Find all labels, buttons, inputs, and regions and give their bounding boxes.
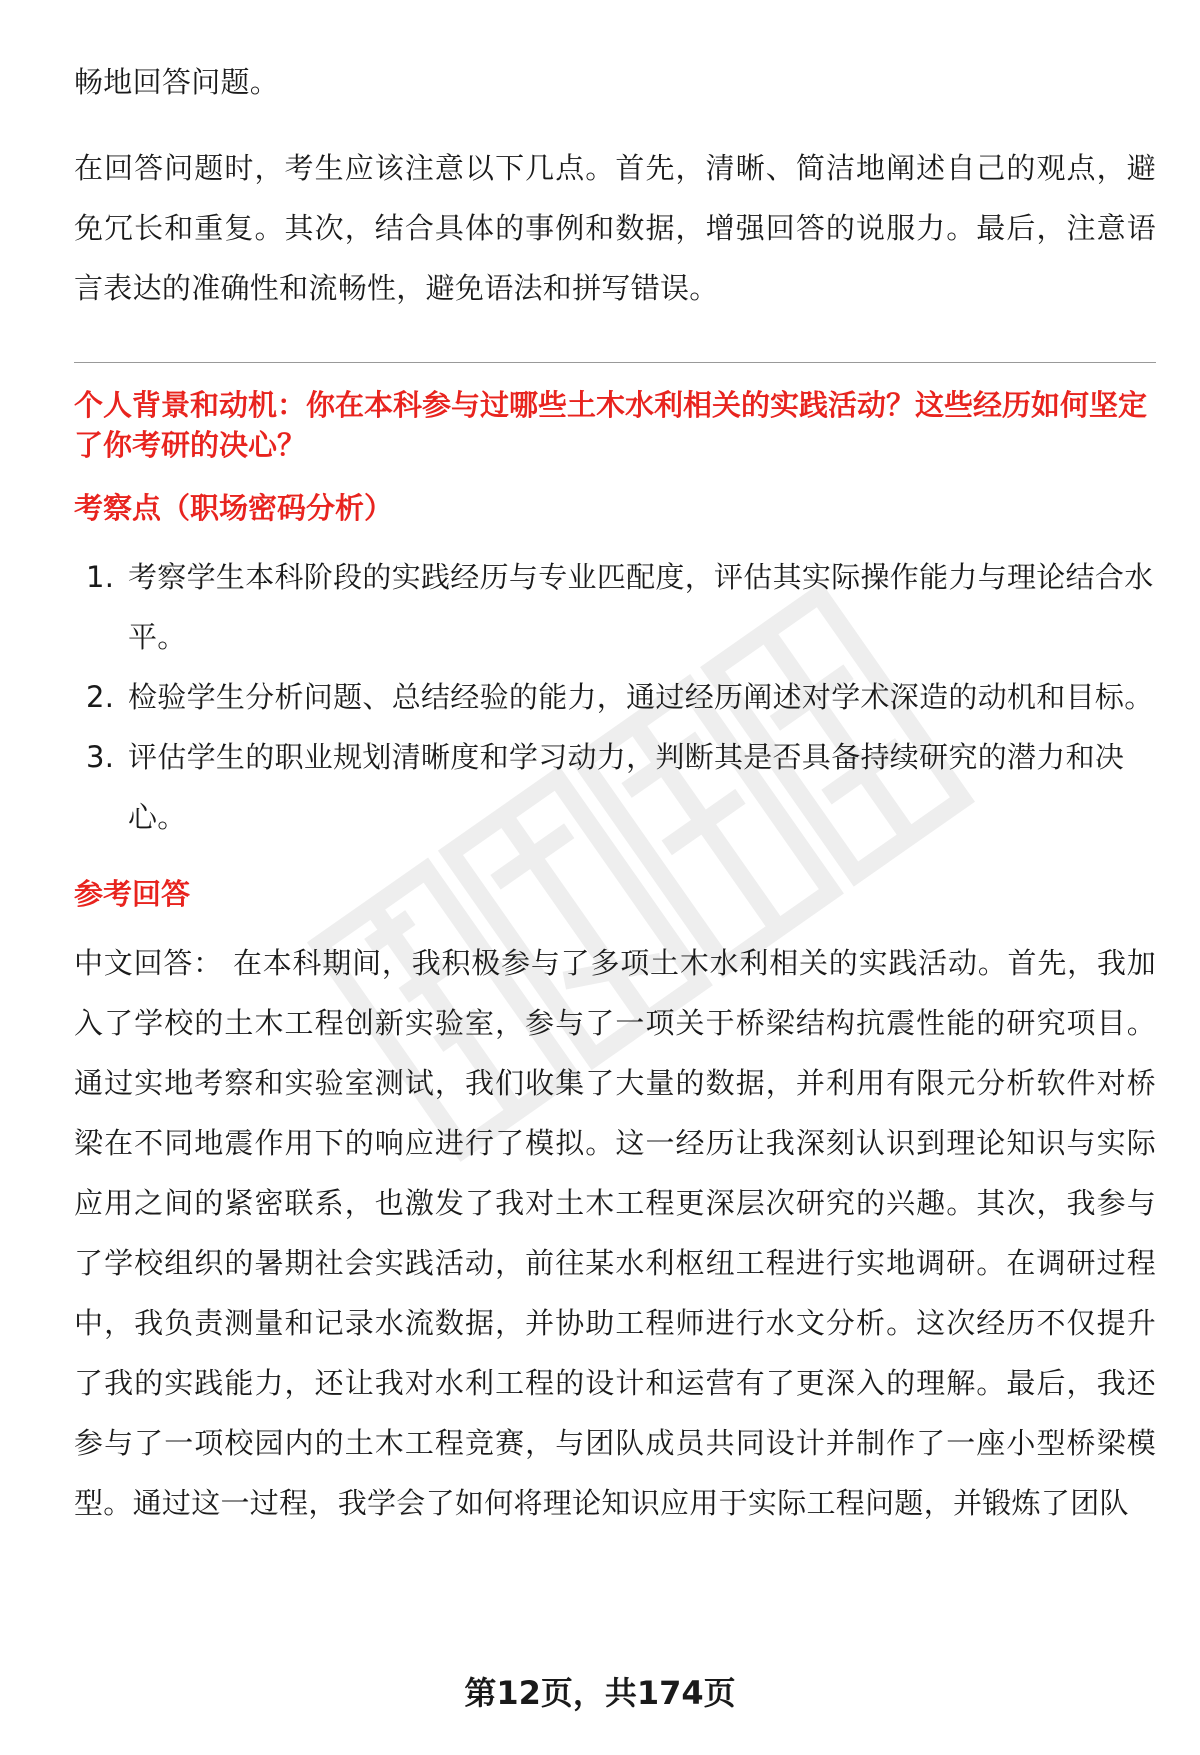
list-item-text: 检验学生分析问题、总结经验的能力，通过经历阐述对学术深造的动机和目标。 (128, 680, 1154, 714)
list-item (74, 547, 1156, 667)
main-content (74, 52, 1156, 1533)
focus-list (74, 547, 1156, 847)
list-item-text: 评估学生的职业规划清晰度和学习动力，判断其是否具备持续研究的潜力和决心。 (128, 740, 1125, 834)
page-number-footer: 第12页，共174页 (464, 1674, 736, 1712)
list-item-text: 考察学生本科阶段的实践经历与专业匹配度，评估其实际操作能力与理论结合水平。 (128, 560, 1154, 654)
list-item-number: 2. (86, 680, 115, 714)
list-item (74, 667, 1156, 727)
list-item-number: 1. (86, 560, 115, 594)
section-divider (74, 362, 1156, 363)
answer-section-title: 参考回答 (74, 877, 191, 911)
focus-section-title: 考察点（职场密码分析） (74, 491, 394, 525)
list-item (74, 727, 1156, 847)
top-paragraph-continuation: 畅地回答问题。 (74, 65, 280, 99)
top-paragraph-tips: 在回答问题时，考生应该注意以下几点。首先，清晰、简洁地阐述自己的观点，避免冗长和重复。其次，结合具体的事例和数据，增强回答的说服力。最后，注意语言表达的准确性和流畅性，避免语法和拼写错误。 (74, 151, 1156, 305)
question-heading: 个人背景和动机：你在本科参与过哪些土木水利相关的实践活动？这些经历如何坚定了你考研的决心？ (74, 388, 1148, 462)
list-item-number: 3. (86, 740, 115, 774)
answer-paragraph: 中文回答： 在本科期间，我积极参与了多项土木水利相关的实践活动。首先，我加入了学校的土木工程创新实验室，参与了一项关于桥梁结构抗震性能的研究项目。通过实地考察和实验室测试，我们收集了大量的数据，并利用有限元分析软件对桥梁在不同地震作用下的响应进行了模拟。这一经历让我深刻认识到理论知识与实际应用之间的紧密联系，也激发了我对土木工程更深层次研究的兴趣。其次，我参与了学校组织的暑期社会实践活动，前往某水利枢纽工程进行实地调研。在调研过程中，我负责测量和记录水流数据，并协助工程师进行水文分析。这次经历不仅提升了我的实践能力，还让我对水利工程的设计和运营有了更深入的理解。最后，我还参与了一项校园内的土木工程竞赛，与团队成员共同设计并制作了一座小型桥梁模型。通过这一过程，我学会了如何将理论知识应用于实际工程问题，并锻炼了团队 (74, 946, 1156, 1520)
